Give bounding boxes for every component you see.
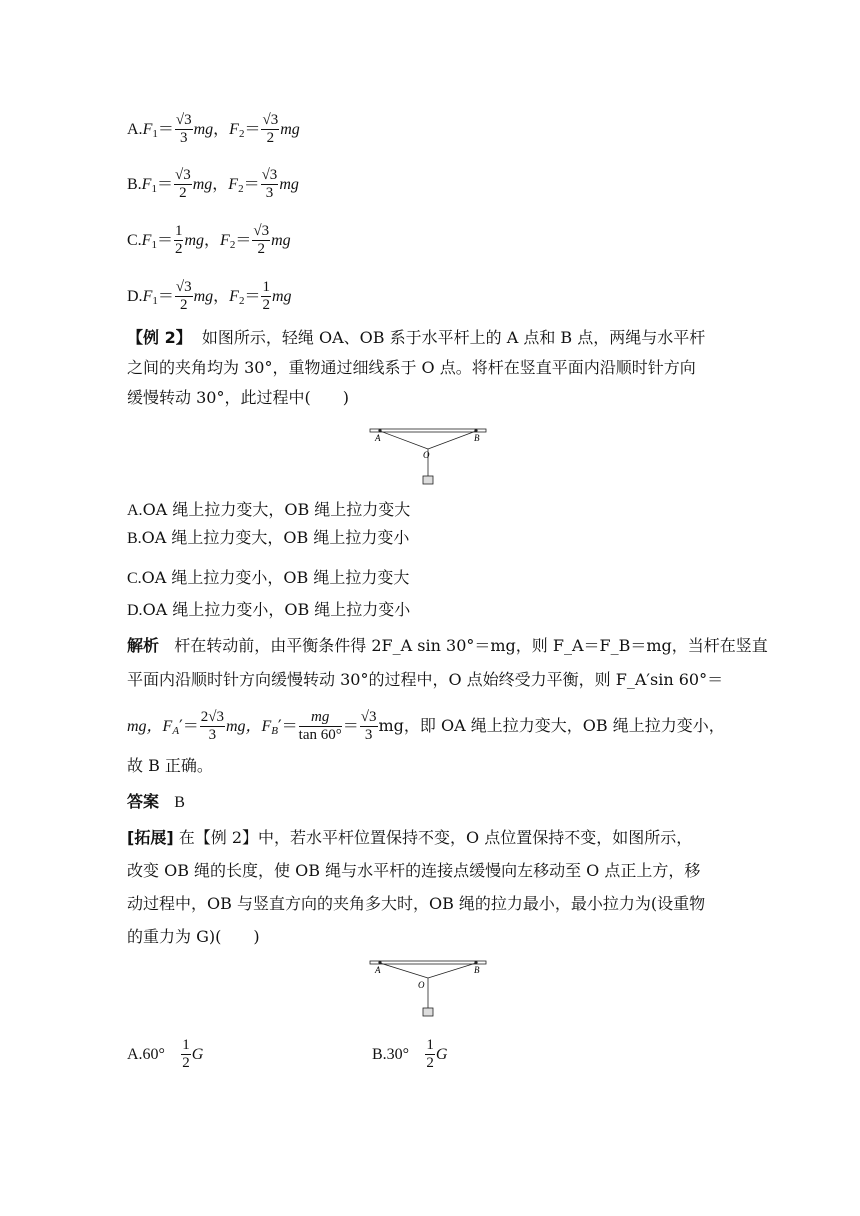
analysis-text: mg，即 OA 绳上拉力变大，OB 绳上拉力变小， bbox=[378, 716, 725, 735]
fraction bbox=[174, 168, 192, 201]
fraction-denominator: 3 bbox=[265, 185, 274, 201]
fraction-denominator: 2 bbox=[262, 297, 270, 313]
option-b-3 bbox=[372, 1038, 447, 1071]
fraction-numerator: √3 bbox=[175, 112, 192, 128]
analysis-text: ＝ bbox=[342, 716, 359, 735]
fraction bbox=[261, 168, 279, 201]
g-symbol: G bbox=[191, 1046, 204, 1063]
mg: mg bbox=[271, 288, 292, 305]
extension-tag: [拓展] bbox=[127, 828, 174, 847]
fraction-denominator: 2 bbox=[179, 297, 188, 313]
analysis-line-1 bbox=[127, 634, 768, 658]
equals: ＝ bbox=[157, 286, 174, 305]
label-b: B bbox=[474, 965, 480, 975]
f1-subscript: 1 bbox=[152, 128, 158, 140]
option-letter: C. bbox=[127, 570, 142, 587]
mg: mg bbox=[192, 176, 213, 193]
f1-symbol: F bbox=[141, 232, 152, 249]
f2-subscript: 2 bbox=[238, 128, 245, 140]
fraction bbox=[252, 224, 270, 257]
separator: ， bbox=[213, 119, 230, 138]
fraction-numerator: √3 bbox=[360, 709, 377, 725]
fraction-numerator: 2√3 bbox=[200, 709, 224, 725]
option-text: OA 绳上拉力变小，OB 绳上拉力变大 bbox=[141, 568, 410, 587]
option-letter: D. bbox=[127, 288, 143, 305]
equals: ＝ bbox=[244, 119, 261, 138]
f1-symbol: F bbox=[142, 288, 153, 305]
equals: ＝ bbox=[243, 174, 260, 193]
option-text: OA 绳上拉力变大，OB 绳上拉力变大 bbox=[142, 500, 411, 519]
fraction bbox=[425, 1038, 435, 1071]
subscript: B bbox=[271, 725, 279, 737]
f1-symbol: F bbox=[142, 121, 153, 138]
option-letter: A.60° bbox=[127, 1046, 165, 1063]
option-d-1 bbox=[127, 280, 292, 313]
analysis-tag: 解析 bbox=[127, 636, 160, 655]
rope-oa bbox=[380, 431, 428, 449]
fraction bbox=[261, 113, 279, 146]
fraction-denominator: 2 bbox=[266, 130, 275, 146]
weight-block bbox=[423, 1008, 433, 1016]
option-a-1 bbox=[127, 113, 300, 146]
g-symbol: G bbox=[435, 1046, 448, 1063]
equals: ＝ bbox=[235, 230, 252, 249]
separator: ， bbox=[204, 230, 221, 249]
fraction-numerator: √3 bbox=[174, 167, 191, 183]
mg: mg bbox=[280, 121, 300, 138]
option-letter: A. bbox=[127, 121, 143, 138]
fraction-denominator: 2 bbox=[182, 1055, 190, 1071]
fraction bbox=[200, 710, 225, 743]
analysis-text: mg，F bbox=[225, 718, 272, 735]
fraction-numerator: √3 bbox=[261, 167, 278, 183]
fraction-numerator: √3 bbox=[262, 112, 279, 128]
fraction-denominator: 3 bbox=[364, 727, 373, 743]
fraction-denominator: 3 bbox=[179, 130, 188, 146]
equals: ＝ bbox=[244, 286, 261, 305]
f1-subscript: 1 bbox=[151, 239, 157, 251]
equals: ＝ bbox=[156, 230, 173, 249]
f1-subscript: 1 bbox=[151, 183, 157, 195]
fraction-denominator: 3 bbox=[208, 727, 217, 743]
mg: mg bbox=[184, 232, 205, 249]
option-letter: B.30° bbox=[372, 1046, 410, 1063]
fraction-numerator: 1 bbox=[426, 1037, 434, 1053]
fraction bbox=[261, 280, 271, 313]
fraction bbox=[174, 224, 184, 257]
example-2-question bbox=[127, 323, 737, 413]
rod-rope-figure-2 bbox=[368, 958, 490, 1020]
label-o: O bbox=[418, 980, 425, 990]
option-b-1 bbox=[127, 168, 299, 201]
f2-subscript: 2 bbox=[238, 295, 245, 307]
extension-line: 的重力为 G)( ) bbox=[127, 927, 260, 946]
example-tag: 【例 2】 bbox=[127, 328, 192, 347]
option-letter: A. bbox=[127, 502, 143, 519]
fraction bbox=[175, 280, 193, 313]
mg: mg bbox=[193, 121, 214, 138]
fraction-numerator: 1 bbox=[174, 223, 183, 239]
analysis-text: ′＝ bbox=[179, 716, 199, 735]
option-text: OA 绳上拉力变小，OB 绳上拉力变小 bbox=[142, 600, 411, 619]
option-letter: B. bbox=[127, 530, 142, 547]
rope-ob bbox=[428, 963, 476, 978]
fraction-numerator: 1 bbox=[182, 1037, 190, 1053]
label-a: A bbox=[375, 433, 381, 443]
option-c-2 bbox=[127, 566, 409, 591]
fraction-numerator: 1 bbox=[262, 279, 270, 295]
f2-symbol: F bbox=[228, 176, 239, 193]
horizontal-rod bbox=[370, 961, 486, 964]
option-letter: C. bbox=[127, 232, 142, 249]
fraction-numerator: mg bbox=[299, 710, 342, 727]
mg: mg bbox=[279, 176, 299, 193]
answer-value: B bbox=[174, 794, 185, 811]
option-text: OA 绳上拉力变大，OB 绳上拉力变小 bbox=[141, 528, 410, 547]
fraction-numerator: √3 bbox=[253, 223, 270, 239]
mg: mg bbox=[271, 232, 291, 249]
weight-block bbox=[423, 476, 433, 484]
fraction bbox=[299, 710, 342, 743]
answer-line bbox=[127, 790, 185, 815]
f1-symbol: F bbox=[141, 176, 152, 193]
example-line: 缓慢转动 30°，此过程中( ) bbox=[127, 388, 349, 407]
fraction-denominator: 2 bbox=[174, 241, 183, 257]
analysis-text: ′＝ bbox=[278, 716, 298, 735]
f2-symbol: F bbox=[229, 121, 239, 138]
fraction-denominator: tan 60° bbox=[298, 727, 342, 743]
horizontal-rod bbox=[370, 429, 486, 432]
f2-subscript: 2 bbox=[229, 239, 236, 251]
extension-line: 在【例 2】中，若水平杆位置保持不变，O 点位置保持不变，如图所示， bbox=[178, 828, 693, 847]
analysis-line-2 bbox=[127, 668, 723, 692]
option-b-2 bbox=[127, 526, 409, 551]
fraction-denominator: 2 bbox=[257, 241, 265, 257]
fraction bbox=[181, 1038, 191, 1071]
example-line: 如图所示，轻绳 OA、OB 系于水平杆上的 A 点和 B 点，两绳与水平杆 bbox=[201, 328, 706, 347]
extension-line: 改变 OB 绳的长度，使 OB 绳与水平杆的连接点缓慢向左移动至 O 点正上方，移 bbox=[127, 861, 701, 880]
f1-subscript: 1 bbox=[152, 295, 158, 307]
rope-oa bbox=[380, 963, 428, 978]
analysis-text: mg，F bbox=[127, 718, 173, 735]
separator: ， bbox=[213, 286, 230, 305]
subscript: A bbox=[172, 725, 180, 737]
f2-symbol: F bbox=[220, 232, 230, 249]
fraction-numerator: √3 bbox=[175, 279, 192, 295]
analysis-text: 杆在转动前，由平衡条件得 2F_A sin 30°＝mg，则 F_A＝F_B＝mg，当杆在竖直 bbox=[174, 636, 768, 655]
option-a-3 bbox=[127, 1038, 203, 1071]
f2-subscript: 2 bbox=[238, 183, 244, 195]
analysis-line-3 bbox=[127, 710, 725, 743]
separator: ， bbox=[212, 174, 229, 193]
extension-question bbox=[127, 823, 737, 952]
option-c-1 bbox=[127, 224, 291, 257]
fraction-denominator: 2 bbox=[426, 1055, 434, 1071]
equals: ＝ bbox=[156, 174, 173, 193]
mg: mg bbox=[193, 288, 214, 305]
label-a: A bbox=[375, 965, 381, 975]
option-letter: B. bbox=[127, 176, 142, 193]
rope-ob bbox=[428, 431, 476, 449]
fraction bbox=[360, 710, 378, 743]
analysis-text: 平面内沿顺时针方向缓慢转动 30°的过程中，O 点始终受力平衡，则 F_A′sin 60°＝ bbox=[127, 670, 724, 689]
extension-line: 动过程中，OB 与竖直方向的夹角多大时，OB 绳的拉力最小，最小拉力为(设重物 bbox=[127, 894, 706, 913]
f2-symbol: F bbox=[229, 288, 239, 305]
option-letter: D. bbox=[127, 602, 143, 619]
analysis-line-4 bbox=[127, 754, 213, 778]
fraction bbox=[175, 113, 193, 146]
label-b: B bbox=[474, 433, 480, 443]
equals: ＝ bbox=[157, 119, 174, 138]
rod-rope-figure bbox=[368, 426, 490, 488]
option-d-2 bbox=[127, 598, 410, 623]
answer-tag: 答案 bbox=[127, 792, 160, 811]
example-line: 之间的夹角均为 30°，重物通过细线系于 O 点。将杆在竖直平面内沿顺时针方向 bbox=[127, 358, 696, 377]
label-o: O bbox=[423, 450, 430, 460]
fraction-denominator: 2 bbox=[179, 185, 187, 201]
analysis-text: 故 B 正确。 bbox=[127, 756, 213, 775]
option-a-2 bbox=[127, 498, 410, 523]
